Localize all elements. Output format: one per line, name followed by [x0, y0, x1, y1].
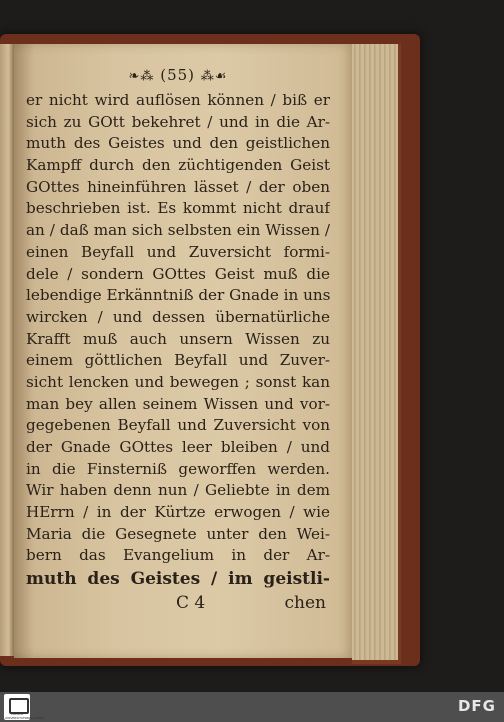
- text-line: Maria die Gesegnete unter den Wei-: [26, 524, 330, 543]
- text-line: Krafft muß auch unsern Wissen zu: [26, 329, 330, 348]
- ornament-right-icon: ⁂☙: [200, 69, 228, 84]
- library-logo-icon[interactable]: [4, 694, 45, 720]
- text-line-last: muth des Geistes / im geistli-: [26, 569, 330, 590]
- ornament-left-icon: ❧⁂: [128, 69, 155, 84]
- text-line: er nicht wird auflösen können / biß er: [26, 91, 330, 109]
- page-number: (55): [160, 66, 196, 84]
- text-line: Kampff durch den züchtigenden Geist: [26, 156, 330, 175]
- text-line: an / daß man sich selbsten ein Wissen /: [26, 221, 330, 240]
- text-line: beschrieben ist. Es kommt nicht drauf: [26, 199, 330, 218]
- text-line: muth des Geistes und den geistlichen: [26, 134, 330, 153]
- signature-mark: C 4: [176, 593, 206, 614]
- dfg-logo[interactable]: DFG: [457, 697, 496, 715]
- text-line: der Gnade GOttes leer bleiben / und: [26, 438, 330, 456]
- text-line: in die Finsterniß geworffen werden.: [26, 459, 330, 478]
- left-page-edge: [0, 44, 14, 656]
- text-line: bern das Evangelium in der Ar-: [26, 546, 330, 565]
- viewer-footer-bar: [0, 692, 504, 722]
- text-line: HErrn / in der Kürtze erwogen / wie: [26, 503, 330, 522]
- text-line: sicht lencken und bewegen ; sonst kan: [26, 372, 330, 391]
- text-line: Wir haben denn nun / Geliebte in dem: [26, 481, 330, 500]
- page-footer: [26, 591, 330, 615]
- library-logo-text: TRIERER UNIVERSITÄTSBIBLIOTHEK: [5, 712, 45, 720]
- page-text: [26, 66, 330, 615]
- page-stack-edge: [352, 44, 401, 664]
- text-line: wircken / und dessen übernatürliche: [26, 307, 330, 326]
- text-line: sich zu GOtt bekehret / und in die Ar-: [26, 112, 330, 131]
- text-line: einen Beyfall und Zuversicht formi-: [26, 242, 330, 261]
- text-line: gegebenen Beyfall und Zuversicht von: [26, 416, 330, 435]
- text-line: man bey allen seinem Wissen und vor-: [26, 394, 330, 413]
- catchword: chen: [284, 593, 326, 614]
- text-line: einem göttlichen Beyfall und Zuver-: [26, 351, 330, 370]
- text-line: dele / sondern GOttes Geist muß die: [26, 264, 330, 283]
- text-line: lebendige Erkänntniß der Gnade in uns: [26, 286, 330, 305]
- page-header: [26, 66, 330, 90]
- text-line: GOttes hineinführen lässet / der oben: [26, 177, 330, 196]
